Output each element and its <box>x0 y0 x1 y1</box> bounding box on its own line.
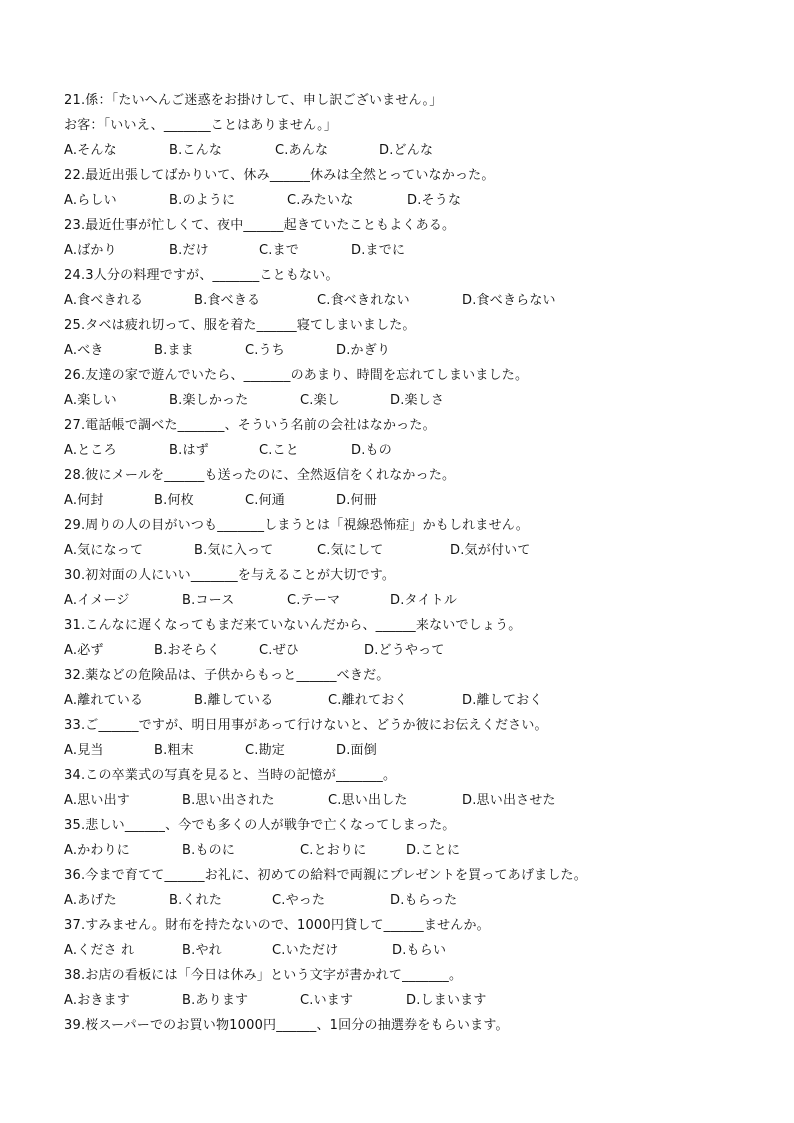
question-block <box>64 963 744 1013</box>
answer-options <box>64 238 744 263</box>
answer-option-b: B.こんな <box>169 143 223 158</box>
answer-options <box>64 938 744 963</box>
answer-option-a: A.そんな <box>64 143 117 158</box>
question-text: 39.桜スーパーでのお買い物1000円______、1回分の抽選券をもらいます。 <box>64 1018 509 1033</box>
answer-options <box>64 838 744 863</box>
question-text: 21.係：「たいへんご迷惑をお掛けして、申し訳ございません。」 <box>64 93 443 108</box>
answer-options <box>64 688 744 713</box>
question-text: 32.薬などの危険品は、子供からもっと______べきだ。 <box>64 668 390 683</box>
question-block <box>64 213 744 263</box>
answer-options <box>64 138 744 163</box>
answer-option-a: A.くださ れ <box>64 943 135 958</box>
question-block <box>64 88 744 163</box>
question-block <box>64 1013 744 1038</box>
answer-option-c: C.思い出した <box>328 793 408 808</box>
answer-option-a: A.おきます <box>64 993 130 1008</box>
answer-option-b: B.気に入って <box>194 543 274 558</box>
answer-options <box>64 188 744 213</box>
question-text: 38.お店の看板には「今日は休み」という文字が書かれて_______。 <box>64 968 463 983</box>
answer-option-a: A.何封 <box>64 493 104 508</box>
question-block <box>64 513 744 563</box>
answer-options <box>64 488 744 513</box>
answer-options <box>64 638 744 663</box>
question-block <box>64 913 744 963</box>
answer-options <box>64 988 744 1013</box>
question-text: 24.3人分の料理ですが、_______こともない。 <box>64 268 339 283</box>
answer-options <box>64 388 744 413</box>
question-block <box>64 463 744 513</box>
answer-option-c: C.やった <box>272 893 326 908</box>
answer-option-a: A.思い出す <box>64 793 130 808</box>
answer-option-b: B.まま <box>154 343 194 358</box>
answer-option-c: C.とおりに <box>300 843 367 858</box>
answer-option-b: B.思い出された <box>182 793 275 808</box>
answer-option-d: D.までに <box>351 243 406 258</box>
answer-option-c: C.離れておく <box>328 693 408 708</box>
answer-options <box>64 888 744 913</box>
question-text: 22.最近出張してばかりいて、休み______休みは全然とっていなかった。 <box>64 168 495 183</box>
answer-option-c: C.テーマ <box>287 593 341 608</box>
question-block <box>64 863 744 913</box>
question-text: 29.周りの人の目がいつも_______しまうとは「視線恐怖症」かもしれません。 <box>64 518 529 533</box>
answer-option-c: C.食べきれない <box>317 293 410 308</box>
answer-option-d: D.ことに <box>406 843 461 858</box>
answer-option-c: C.何通 <box>245 493 286 508</box>
answer-option-c: C.楽し <box>300 393 341 408</box>
answer-option-c: C.うち <box>245 343 286 358</box>
question-text-continued: お客：「いいえ、_______ことはありません。」 <box>64 118 338 133</box>
answer-option-b: B.離している <box>194 693 274 708</box>
answer-options <box>64 738 744 763</box>
question-block <box>64 813 744 863</box>
answer-option-b: B.楽しかった <box>169 393 249 408</box>
answer-option-a: A.必ず <box>64 643 104 658</box>
answer-option-b: B.やれ <box>182 943 222 958</box>
answer-option-c: C.こと <box>259 443 300 458</box>
answer-option-d: D.離しておく <box>462 693 543 708</box>
question-text: 25.タベは疲れ切って、服を着た______寝てしまいました。 <box>64 318 416 333</box>
answer-option-b: B.粗末 <box>154 743 194 758</box>
answer-option-a: A.ところ <box>64 443 117 458</box>
answer-options <box>64 438 744 463</box>
answer-option-a: A.ばかり <box>64 243 117 258</box>
answer-option-a: A.気になって <box>64 543 144 558</box>
answer-options <box>64 338 744 363</box>
answer-option-c: C.気にして <box>317 543 384 558</box>
answer-option-d: D.もの <box>351 443 392 458</box>
question-block <box>64 613 744 663</box>
answer-option-b: B.何枚 <box>154 493 194 508</box>
answer-options <box>64 538 744 563</box>
answer-option-d: D.タイトル <box>390 593 458 608</box>
answer-option-c: C.まで <box>259 243 300 258</box>
answer-option-b: B.はず <box>169 443 209 458</box>
question-text: 34.この卒業式の写真を見ると、当時の記憶が_______。 <box>64 768 397 783</box>
question-block <box>64 713 744 763</box>
question-block <box>64 313 744 363</box>
question-block <box>64 363 744 413</box>
answer-options <box>64 288 744 313</box>
question-text: 35.悲しい______、今でも多くの人が戦争で亡くなってしまった。 <box>64 818 456 833</box>
answer-option-d: D.もらった <box>390 893 458 908</box>
answer-option-c: C.みたいな <box>287 193 354 208</box>
question-text: 31.こんなに遅くなってもまだ来ていないんだから、______来ないでしょう。 <box>64 618 522 633</box>
answer-option-d: D.何冊 <box>336 493 377 508</box>
question-text: 30.初対面の人にいい_______を与えることが大切です。 <box>64 568 396 583</box>
answer-option-b: B.くれた <box>169 893 223 908</box>
exam-page <box>64 88 744 1038</box>
answer-option-d: D.楽しさ <box>390 393 445 408</box>
question-block <box>64 163 744 213</box>
answer-option-d: D.しまいます <box>406 993 487 1008</box>
question-text: 27.電話帳で調べた_______、そういう名前の会社はなかった。 <box>64 418 436 433</box>
answer-option-b: B.食べきる <box>194 293 261 308</box>
answer-option-d: D.もらい <box>392 943 447 958</box>
question-block <box>64 563 744 613</box>
question-text: 26.友達の家で遊んでいたら、_______のあまり、時間を忘れてしまいました。 <box>64 368 529 383</box>
answer-options <box>64 788 744 813</box>
answer-option-b: B.ものに <box>182 843 236 858</box>
answer-option-d: D.思い出させた <box>462 793 556 808</box>
question-block <box>64 663 744 713</box>
answer-option-a: A.食べきれる <box>64 293 144 308</box>
answer-option-b: B.コース <box>182 593 235 608</box>
answer-option-c: C.いただけ <box>272 943 339 958</box>
answer-option-a: A.らしい <box>64 193 117 208</box>
answer-options <box>64 588 744 613</box>
question-block <box>64 763 744 813</box>
answer-option-d: D.どんな <box>379 143 434 158</box>
question-block <box>64 413 744 463</box>
answer-option-d: D.そうな <box>407 193 462 208</box>
answer-option-c: C.います <box>300 993 354 1008</box>
answer-option-a: A.楽しい <box>64 393 117 408</box>
question-text: 36.今まで育てて______お礼に、初めての給料で両親にプレゼントを買ってあげました。 <box>64 868 587 883</box>
question-text: 37.すみません。財布を持たないので、1000円貸して______ませんか。 <box>64 918 490 933</box>
answer-option-b: B.のように <box>169 193 236 208</box>
question-block <box>64 263 744 313</box>
answer-option-c: C.勘定 <box>245 743 286 758</box>
answer-option-c: C.ぜひ <box>259 643 300 658</box>
question-text: 33.ご______ですが、明日用事があって行けないと、どうか彼にお伝えください。 <box>64 718 548 733</box>
answer-option-d: D.かぎり <box>336 343 391 358</box>
question-text: 23.最近仕事が忙しくて、夜中______起きていたこともよくある。 <box>64 218 456 233</box>
answer-option-b: B.だけ <box>169 243 209 258</box>
question-text: 28.彼にメールを______も送ったのに、全然返信をくれなかった。 <box>64 468 456 483</box>
answer-option-d: D.食べきらない <box>462 293 556 308</box>
answer-option-a: A.イメージ <box>64 593 130 608</box>
answer-option-a: A.見当 <box>64 743 104 758</box>
answer-option-c: C.あんな <box>275 143 329 158</box>
answer-option-b: B.あります <box>182 993 249 1008</box>
answer-option-d: D.気が付いて <box>450 543 531 558</box>
answer-option-b: B.おそらく <box>154 643 221 658</box>
answer-option-a: A.あげた <box>64 893 117 908</box>
answer-option-a: A.べき <box>64 343 104 358</box>
answer-option-d: D.どうやって <box>364 643 445 658</box>
answer-option-d: D.面倒 <box>336 743 377 758</box>
answer-option-a: A.離れている <box>64 693 144 708</box>
answer-option-a: A.かわりに <box>64 843 130 858</box>
